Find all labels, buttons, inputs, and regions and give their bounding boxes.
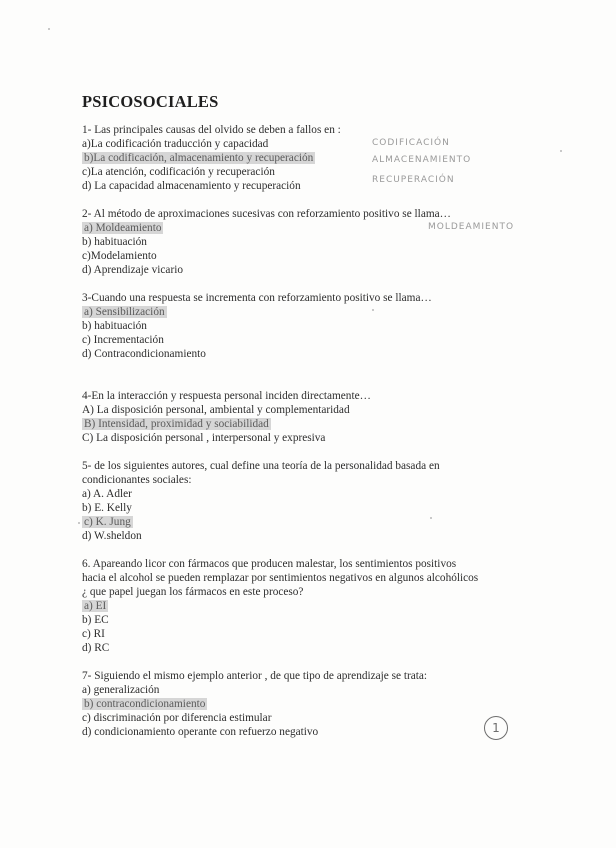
question-2-option-b: b) habituación — [82, 236, 147, 248]
highlighted-answer: a) Moldeamiento — [84, 222, 162, 234]
question-2-option-c: c)Modelamiento — [82, 250, 157, 262]
question-3-option-d: d) Contracondicionamiento — [82, 348, 206, 360]
page-number-mark: 1 — [484, 716, 508, 740]
question-5-option-a: a) A. Adler — [82, 488, 132, 500]
highlighted-answer: B) Intensidad, proximidad y sociabilidad — [84, 418, 269, 430]
question-1-option-b — [82, 151, 315, 165]
question-5-option-d: d) W.sheldon — [82, 530, 142, 542]
highlighted-answer: a) Sensibilización — [84, 306, 165, 318]
question-2-option-a — [82, 221, 163, 235]
question-4-option-c: C) La disposición personal , interpersonal y expresiva — [82, 432, 326, 444]
question-1-text: 1- Las principales causas del olvido se deben a fallos en : — [82, 124, 341, 136]
question-4-option-b — [82, 417, 271, 431]
question-2-text: 2- Al método de aproximaciones sucesivas con reforzamiento positivo se llama… — [82, 208, 451, 220]
question-3-option-a — [82, 305, 167, 319]
question-5-text-line-1: 5- de los siguientes autores, cual define una teoría de la personalidad basada en — [82, 460, 440, 472]
question-6-option-b: b) EC — [82, 614, 109, 626]
question-3-text: 3-Cuando una respuesta se incrementa con reforzamiento positivo se llama… — [82, 292, 432, 304]
question-3-option-b: b) habituación — [82, 320, 147, 332]
question-1-option-a: a)La codificación traducción y capacidad — [82, 138, 269, 150]
handwritten-note: CODIFICACIÓN — [372, 138, 450, 148]
question-4-text: 4-En la interacción y respuesta personal inciden directamente… — [82, 390, 371, 402]
question-7-option-c: c) discriminación por diferencia estimular — [82, 712, 272, 724]
highlighted-answer: b)La codificación, almacenamiento y recuperación — [84, 152, 314, 164]
question-1-option-d: d) La capacidad almacenamiento y recuperación — [82, 180, 301, 192]
question-6-text-line-3: ¿ que papel juegan los fármacos en este proceso? — [82, 586, 304, 598]
question-6-option-c: c) RI — [82, 628, 105, 640]
highlighted-answer: c) K. Jung — [84, 516, 131, 528]
handwritten-note: MOLDEAMIENTO — [428, 222, 515, 232]
question-5-option-b: b) E. Kelly — [82, 502, 132, 514]
question-7-option-d: d) condicionamiento operante con refuerzo negativo — [82, 726, 319, 738]
page-title: PSICOSOCIALES — [82, 92, 219, 111]
question-6-text-line-2: hacia el alcohol se pueden remplazar por sentimientos negativos en algunos alcohólicos — [82, 572, 479, 584]
handwritten-note: RECUPERACIÓN — [372, 175, 455, 185]
handwritten-note: ALMACENAMIENTO — [372, 155, 472, 165]
scan-speck — [48, 28, 50, 30]
question-6-option-a — [82, 599, 108, 613]
question-1-option-c: c)La atención, codificación y recuperación — [82, 166, 275, 178]
question-2-option-d: d) Aprendizaje vicario — [82, 264, 183, 276]
question-7-text: 7- Siguiendo el mismo ejemplo anterior , de que tipo de aprendizaje se trata: — [82, 670, 428, 682]
question-7-option-b — [82, 697, 207, 711]
question-7-option-a: a) generalización — [82, 684, 160, 696]
scan-speck — [372, 309, 374, 311]
scan-speck — [560, 150, 562, 152]
scan-speck — [78, 522, 80, 524]
scan-speck — [430, 517, 432, 519]
question-4-option-a: A) La disposición personal, ambiental y complementaridad — [82, 404, 350, 416]
highlighted-answer: a) EI — [84, 600, 107, 612]
highlighted-answer: b) contracondicionamiento — [84, 698, 206, 710]
question-5-option-c — [82, 515, 133, 529]
question-6-option-d: d) RC — [82, 642, 110, 654]
question-6-text-line-1: 6. Apareando licor con fármacos que producen malestar, los sentimientos positivos — [82, 558, 457, 570]
question-3-option-c: c) Incrementación — [82, 334, 164, 346]
question-5-text-line-2: condicionantes sociales: — [82, 474, 192, 486]
